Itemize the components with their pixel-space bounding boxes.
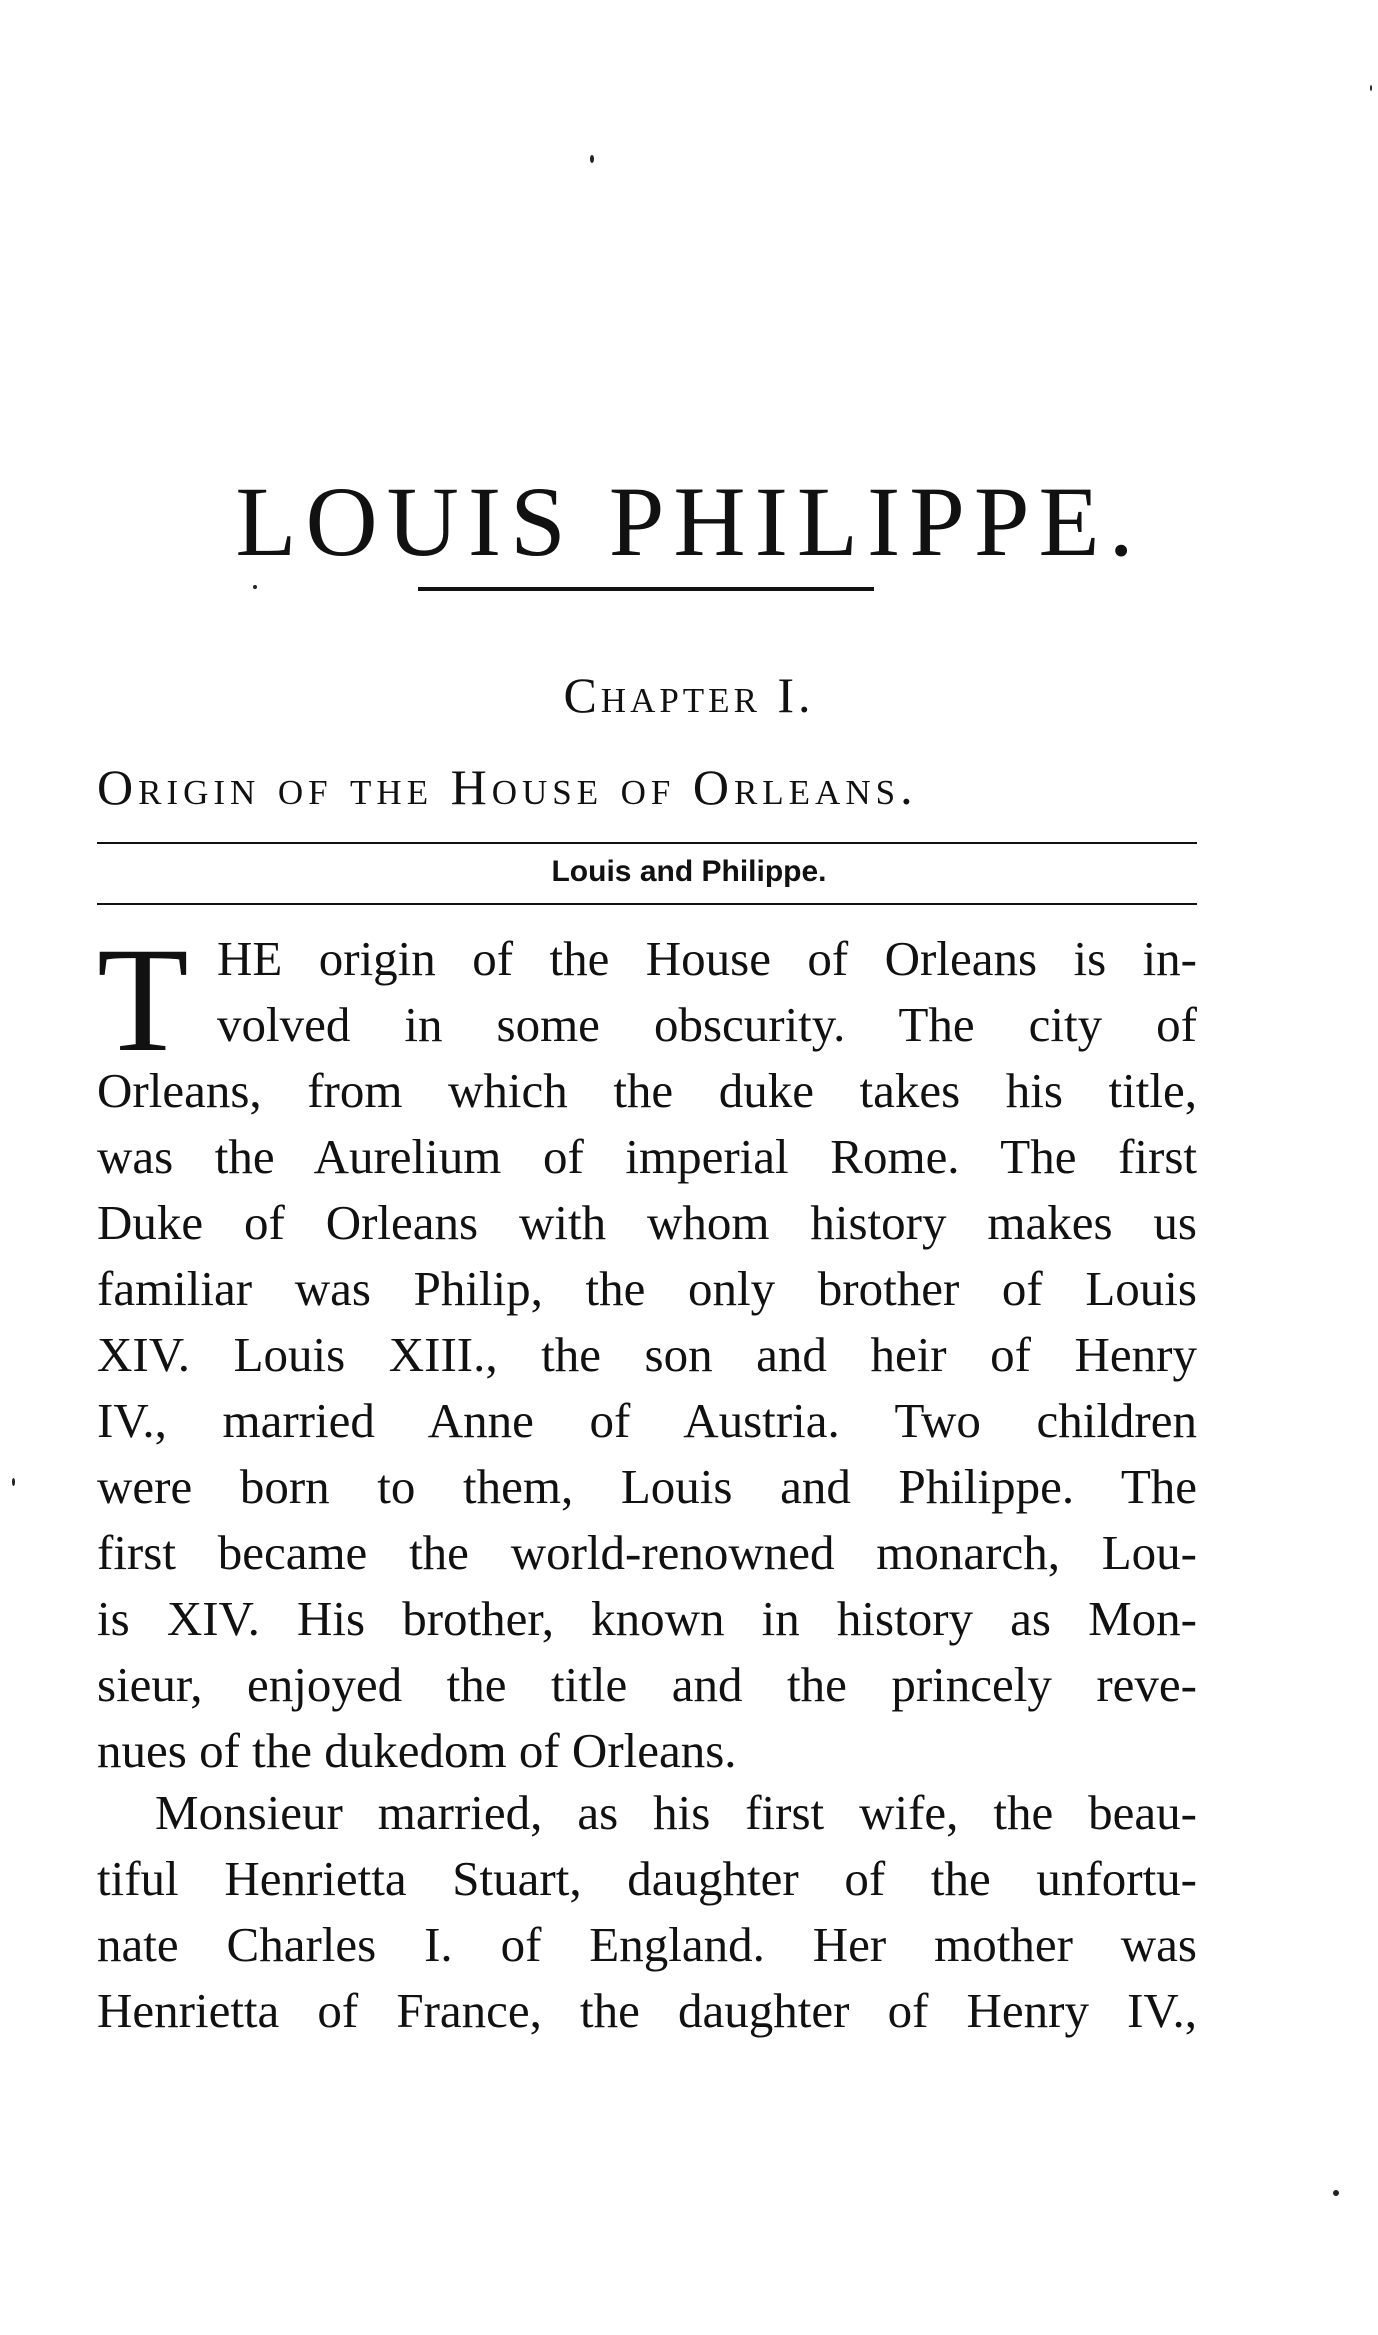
title-rule: [418, 587, 874, 591]
text-line: IV., married Anne of Austria. Two children: [97, 1393, 1197, 1448]
text-line: Monsieur married, as his first wife, the beau-: [155, 1785, 1197, 1840]
chapter-title: Origin of the House of Orleans.: [97, 759, 918, 815]
text-line: tiful Henrietta Stuart, daughter of the unfortu-: [97, 1851, 1197, 1906]
text-line: XIV. Louis XIII., the son and heir of Henry: [97, 1327, 1197, 1382]
text-line: volved in some obscurity. The city of: [217, 997, 1197, 1052]
scan-speck: [1333, 2190, 1339, 2196]
text-line: Henrietta of France, the daughter of Henry IV.,: [97, 1983, 1197, 2038]
paragraph-1: [97, 917, 1197, 1784]
scan-speck: [253, 585, 257, 589]
paragraph-2: [97, 1780, 1197, 2044]
text-line-last: nues of the dukedom of Orleans.: [97, 1723, 737, 1778]
text-line: is XIV. His brother, known in history as Mon-: [97, 1591, 1197, 1646]
text-line: Duke of Orleans with whom history makes us: [97, 1195, 1197, 1250]
text-line: Orleans, from which the duke takes his title,: [97, 1063, 1197, 1118]
scan-speck: [1370, 85, 1372, 91]
chapter-summary: Louis and Philippe.: [551, 855, 827, 888]
text-line: nate Charles I. of England. Her mother was: [97, 1917, 1197, 1972]
chapter-heading: Chapter I.: [563, 667, 815, 723]
text-line: familiar was Philip, the only brother of Louis: [97, 1261, 1197, 1316]
book-title: LOUIS PHILIPPE.: [235, 466, 1143, 577]
scan-speck: [590, 155, 594, 163]
scan-speck: [12, 1478, 15, 1486]
text-line: HE origin of the House of Orleans is in-: [217, 931, 1197, 986]
text-line: sieur, enjoyed the title and the princely reve-: [97, 1657, 1197, 1712]
summary-rule-top: [97, 842, 1197, 844]
drop-cap: T: [97, 917, 189, 1083]
summary-rule-bottom: [97, 903, 1197, 905]
text-line: were born to them, Louis and Philippe. The: [97, 1459, 1197, 1514]
text-line: was the Aurelium of imperial Rome. The first: [97, 1129, 1197, 1184]
text-line: first became the world-renowned monarch, Lou-: [97, 1525, 1197, 1580]
